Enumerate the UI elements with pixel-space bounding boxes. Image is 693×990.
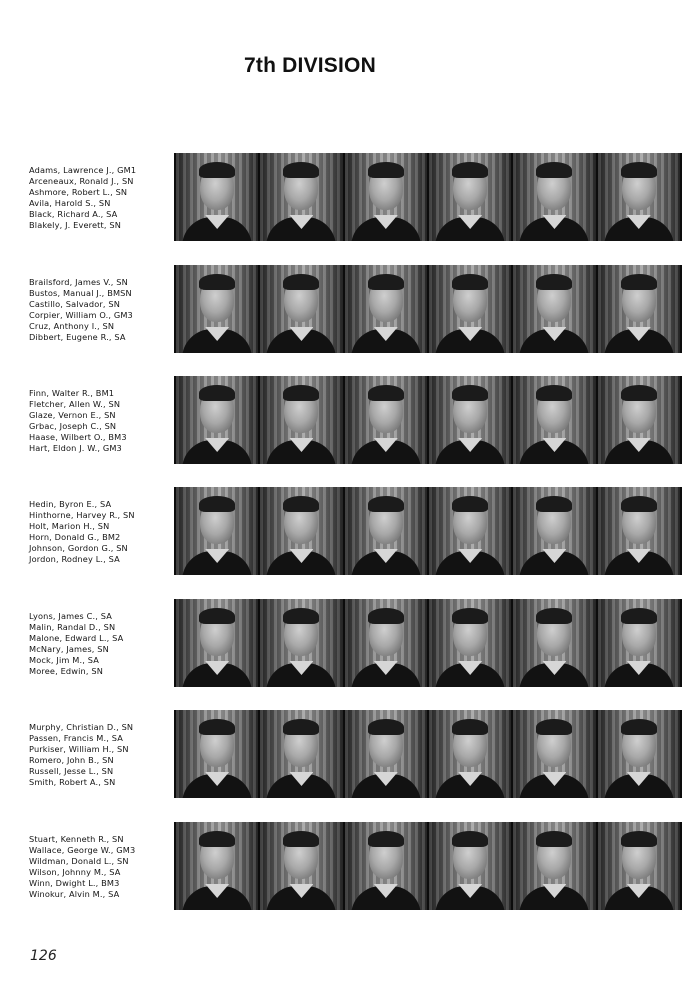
name-list <box>29 277 174 343</box>
sailor-name: Winn, Dwight L., BM3 <box>29 878 120 888</box>
portrait-photo <box>260 153 342 241</box>
portrait-photo <box>176 265 258 353</box>
sailor-name: Murphy, Christian D., SN <box>29 722 134 732</box>
sailor-name: Johnson, Gordon G., SN <box>29 543 128 553</box>
sailor-name: Adams, Lawrence J., GM1 <box>29 165 137 175</box>
sailor-name: Jordon, Rodney L., SA <box>29 554 120 564</box>
roster-group <box>0 376 693 466</box>
portrait-photo <box>429 487 511 575</box>
sailor-name: Avila, Harold S., SN <box>29 198 111 208</box>
name-list <box>29 499 174 565</box>
photo-strip <box>174 487 682 575</box>
sailor-name: Grbac, Joseph C., SN <box>29 421 117 431</box>
sailor-name: Cruz, Anthony I., SN <box>29 321 115 331</box>
sailor-name: Wilson, Johnny M., SA <box>29 867 121 877</box>
sailor-name: Castillo, Salvador, SN <box>29 299 120 309</box>
portrait-photo <box>598 822 680 910</box>
roster-group <box>0 822 693 912</box>
portrait-photo <box>345 487 427 575</box>
portrait-photo <box>429 265 511 353</box>
photo-strip <box>174 265 682 353</box>
page-title: 7th DIVISION <box>244 54 376 77</box>
portrait-photo <box>429 153 511 241</box>
sailor-name: Stuart, Kenneth R., SN <box>29 834 124 844</box>
portrait-photo <box>513 822 595 910</box>
sailor-name: Dibbert, Eugene R., SA <box>29 332 126 342</box>
sailor-name: Bustos, Manual J., BMSN <box>29 288 132 298</box>
photo-strip <box>174 822 682 910</box>
portrait-photo <box>345 376 427 464</box>
portrait-photo <box>513 265 595 353</box>
portrait-photo <box>345 599 427 687</box>
photo-strip <box>174 599 682 687</box>
name-list <box>29 834 174 900</box>
portrait-photo <box>598 376 680 464</box>
roster-group <box>0 599 693 689</box>
sailor-name: Lyons, James C., SA <box>29 611 112 621</box>
portrait-photo <box>345 265 427 353</box>
roster-group <box>0 265 693 355</box>
sailor-name: Hedin, Byron E., SA <box>29 499 112 509</box>
sailor-name: Hart, Eldon J. W., GM3 <box>29 443 122 453</box>
sailor-name: Ashmore, Robert L., SN <box>29 187 128 197</box>
roster-group <box>0 153 693 243</box>
sailor-name: Malin, Randal D., SN <box>29 622 116 632</box>
portrait-photo <box>260 710 342 798</box>
sailor-name: Holt, Marion H., SN <box>29 521 110 531</box>
sailor-name: Russell, Jesse L., SN <box>29 766 114 776</box>
portrait-photo <box>429 822 511 910</box>
sailor-name: Passen, Francis M., SA <box>29 733 124 743</box>
sailor-name: Purkiser, William H., SN <box>29 744 129 754</box>
portrait-photo <box>176 153 258 241</box>
name-list <box>29 165 174 231</box>
sailor-name: Finn, Walter R., BM1 <box>29 388 115 398</box>
sailor-name: Corpier, William O., GM3 <box>29 310 133 320</box>
portrait-photo <box>260 265 342 353</box>
name-list <box>29 611 174 677</box>
sailor-name: Romero, John B., SN <box>29 755 114 765</box>
portrait-photo <box>429 710 511 798</box>
portrait-photo <box>429 376 511 464</box>
photo-strip <box>174 153 682 241</box>
sailor-name: Hinthorne, Harvey R., SN <box>29 510 135 520</box>
portrait-photo <box>598 599 680 687</box>
sailor-name: Horn, Donald G., BM2 <box>29 532 121 542</box>
sailor-name: Glaze, Vernon E., SN <box>29 410 116 420</box>
roster-group <box>0 710 693 800</box>
portrait-photo <box>513 376 595 464</box>
sailor-name: Malone, Edward L., SA <box>29 633 124 643</box>
sailor-name: Winokur, Alvin M., SA <box>29 889 120 899</box>
portrait-photo <box>176 599 258 687</box>
sailor-name: Arceneaux, Ronald J., SN <box>29 176 134 186</box>
photo-strip <box>174 710 682 798</box>
portrait-photo <box>345 153 427 241</box>
sailor-name: Haase, Wilbert O., BM3 <box>29 432 127 442</box>
name-list <box>29 388 174 454</box>
sailor-name: Brailsford, James V., SN <box>29 277 128 287</box>
photo-strip <box>174 376 682 464</box>
portrait-photo <box>513 599 595 687</box>
sailor-name: Wildman, Donald L., SN <box>29 856 129 866</box>
portrait-photo <box>598 710 680 798</box>
portrait-photo <box>260 376 342 464</box>
sailor-name: Wallace, George W., GM3 <box>29 845 136 855</box>
sailor-name: Fletcher, Allen W., SN <box>29 399 121 409</box>
sailor-name: Moree, Edwin, SN <box>29 666 103 676</box>
portrait-photo <box>345 822 427 910</box>
sailor-name: Blakely, J. Everett, SN <box>29 220 122 230</box>
sailor-name: Smith, Robert A., SN <box>29 777 116 787</box>
portrait-photo <box>345 710 427 798</box>
portrait-photo <box>598 153 680 241</box>
portrait-photo <box>176 822 258 910</box>
portrait-photo <box>260 599 342 687</box>
portrait-photo <box>176 376 258 464</box>
portrait-photo <box>176 710 258 798</box>
portrait-photo <box>429 599 511 687</box>
sailor-name: McNary, James, SN <box>29 644 109 654</box>
portrait-photo <box>598 487 680 575</box>
sailor-name: Black, Richard A., SA <box>29 209 118 219</box>
portrait-photo <box>260 487 342 575</box>
portrait-photo <box>260 822 342 910</box>
roster-group <box>0 487 693 577</box>
sailor-name: Mock, Jim M., SA <box>29 655 100 665</box>
portrait-photo <box>176 487 258 575</box>
page-number: 126 <box>30 948 57 964</box>
name-list <box>29 722 174 788</box>
portrait-photo <box>598 265 680 353</box>
portrait-photo <box>513 710 595 798</box>
portrait-photo <box>513 153 595 241</box>
portrait-photo <box>513 487 595 575</box>
